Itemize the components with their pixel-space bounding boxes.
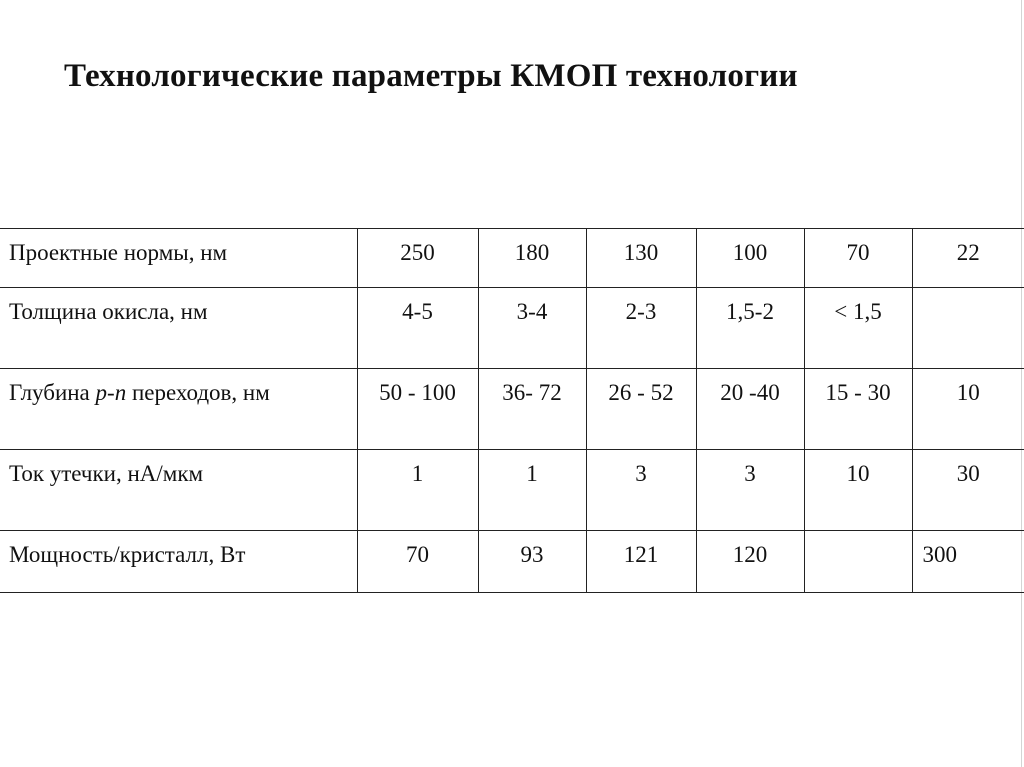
table-cell: 180 <box>478 229 586 288</box>
table-cell: 1 <box>357 450 478 531</box>
table-cell: 2-3 <box>586 288 696 369</box>
table-cell: < 1,5 <box>804 288 912 369</box>
table-cell: 36- 72 <box>478 369 586 450</box>
table-cell: 22 <box>912 229 1024 288</box>
table-cell: 93 <box>478 531 586 593</box>
table-cell: 20 -40 <box>696 369 804 450</box>
table-cell: 30 <box>912 450 1024 531</box>
table-cell: 120 <box>696 531 804 593</box>
parameters-table <box>0 228 1024 593</box>
table-cell: 250 <box>357 229 478 288</box>
row-label-italic: p-n <box>95 380 127 405</box>
table-row-oxide-thickness <box>0 288 1024 369</box>
table-row-power-per-chip <box>0 531 1024 593</box>
slide-title: Технологические параметры КМОП технологии <box>64 58 798 94</box>
table-cell: 3 <box>586 450 696 531</box>
table-row-design-rules <box>0 229 1024 288</box>
table-cell: 130 <box>586 229 696 288</box>
table-cell: 70 <box>357 531 478 593</box>
table-cell: 10 <box>912 369 1024 450</box>
table-cell: 3-4 <box>478 288 586 369</box>
row-label: Толщина окисла, нм <box>0 288 357 369</box>
table-row-leakage-current <box>0 450 1024 531</box>
row-label: Мощность/кристалл, Вт <box>0 531 357 593</box>
table-cell: 15 - 30 <box>804 369 912 450</box>
table-row-junction-depth <box>0 369 1024 450</box>
table-cell: 26 - 52 <box>586 369 696 450</box>
table-cell: 121 <box>586 531 696 593</box>
row-label: Проектные нормы, нм <box>0 229 357 288</box>
table-cell: 1,5-2 <box>696 288 804 369</box>
table-cell <box>912 288 1024 369</box>
table-cell: 3 <box>696 450 804 531</box>
table-cell: 70 <box>804 229 912 288</box>
row-label <box>0 369 357 450</box>
table-cell: 10 <box>804 450 912 531</box>
table-cell: 4-5 <box>357 288 478 369</box>
table-cell: 100 <box>696 229 804 288</box>
table-cell <box>804 531 912 593</box>
table-cell: 1 <box>478 450 586 531</box>
row-label-suffix: переходов, нм <box>126 380 270 405</box>
table-cell: 300 <box>912 531 1024 593</box>
row-label-prefix: Глубина <box>9 380 96 405</box>
row-label: Ток утечки, нА/мкм <box>0 450 357 531</box>
table-cell: 50 - 100 <box>357 369 478 450</box>
